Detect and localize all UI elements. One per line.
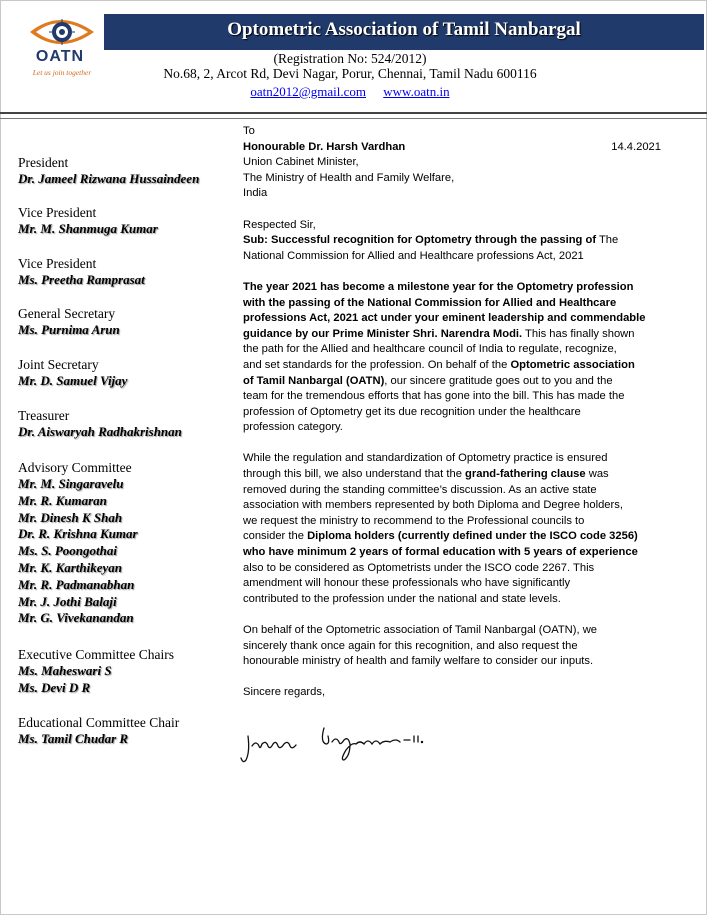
member-name: Mr. M. Shanmuga Kumar	[18, 221, 158, 236]
role-executive-committee-chairs	[18, 646, 228, 697]
subject-line: Sub: Successful recognition for Optometry through the passing of The	[243, 234, 619, 247]
member-name: Mr. G. Vivekanandan	[18, 610, 134, 626]
recipient-name: Honourable Dr. Harsh Vardhan	[243, 140, 406, 153]
contact-line	[200, 84, 500, 100]
member-name: Mr. R. Padmanabhan	[18, 576, 135, 592]
role-title: Advisory Committee	[18, 460, 132, 475]
role-title: General Secretary	[18, 306, 116, 321]
member-name: Ms. Purnima Arun	[18, 322, 120, 337]
member-name: Mr. K. Karthikeyan	[18, 559, 123, 575]
closing: Sincere regards,	[243, 686, 326, 699]
member-name: Ms. Maheswari S	[18, 663, 112, 678]
member-name: Mr. M. Singaravelu	[18, 476, 124, 491]
registration-number: (Registration No: 524/2012)	[273, 51, 427, 66]
header-divider	[0, 112, 707, 119]
recipient-line: India	[243, 187, 268, 200]
member-name: Mr. Dinesh K Shah	[18, 509, 123, 525]
role-title: Executive Committee Chairs	[18, 647, 174, 662]
role-educational-committee-chair	[18, 714, 228, 748]
member-name: Dr. Aiswaryah Radhakrishnan	[18, 424, 182, 439]
logo-tagline: Let us join together	[32, 68, 92, 77]
member-name: Ms. Devi D R	[18, 679, 91, 695]
letter-date: 14.4.2021	[611, 140, 661, 153]
oatn-logo	[22, 12, 102, 80]
member-name: Mr. D. Samuel Vijay	[18, 373, 128, 388]
role-title: President	[18, 155, 69, 170]
letter-body	[243, 124, 661, 701]
eye-logo-icon	[22, 12, 102, 52]
role-title: Joint Secretary	[18, 357, 99, 372]
to-line: To	[243, 125, 255, 137]
recipient-line: Union Cabinet Minister,	[243, 156, 359, 169]
member-name: Ms. Tamil Chudar R	[18, 731, 129, 746]
role-treasurer	[18, 407, 228, 441]
member-name: Dr. R. Krishna Kumar	[18, 526, 138, 542]
logo-text: OATN	[35, 48, 85, 65]
member-name: Ms. Preetha Ramprasat	[18, 272, 145, 287]
member-name: Ms. S. Poongothai	[18, 543, 117, 559]
organization-title: Optometric Association of Tamil Nanbargal	[227, 19, 581, 40]
paragraph-3: On behalf of the Optometric association of Tamil Nanbargal (OATN), we sincerely thank once again for this recognition, and also request the honourable ministry of health and family welfare to consider our inputs.	[243, 624, 598, 668]
role-title: Treasurer	[18, 408, 70, 423]
role-title: Vice President	[18, 256, 97, 271]
subject-line: National Commission for Allied and Healthcare professions Act, 2021	[243, 249, 584, 262]
role-advisory-committee	[18, 459, 228, 627]
role-title: Educational Committee Chair	[18, 715, 180, 730]
role-vice-president-2	[18, 255, 228, 289]
role-title: Vice President	[18, 205, 97, 220]
email-link[interactable]: oatn2012@gmail.com	[250, 84, 366, 99]
role-general-secretary	[18, 305, 228, 339]
role-vice-president-1	[18, 204, 228, 238]
paragraph-1: The year 2021 has become a milestone year for the Optometry profession with the passing of the National Commission for Allied and Healthcare professions Act, 2021 act under your eminent leadership and commendable guidance by our Prime Minister Shri. Narendra Modi. This has finally shown the path for the Allied and healthcare council of India to regulate, recognize, and set standards for the profession. On behalf of the Optometric association of Tamil Nanbargal (OATN), our sincere gratitude goes out to you and the team for the tremendous efforts that has gone into the bill. This has made the profession of Optometry get its due recognition under the healthcare profession category.	[243, 280, 646, 434]
member-name: Mr. J. Jothi Balaji	[18, 593, 117, 609]
website-link[interactable]: www.oatn.in	[383, 84, 450, 99]
role-joint-secretary	[18, 356, 228, 390]
handwritten-signature	[240, 722, 440, 768]
recipient-line: The Ministry of Health and Family Welfare,	[243, 171, 455, 184]
member-name: Mr. R. Kumaran	[18, 492, 107, 508]
organization-address: No.68, 2, Arcot Rd, Devi Nagar, Porur, Chennai, Tamil Nadu 600116	[163, 66, 537, 81]
paragraph-2: While the regulation and standardization of Optometry practice is ensured through this bill, we also understand that the grand-fathering clause was removed during the standing committee’s discussion. As an active state association with members represented by both Diploma and Degree holders, we request the ministry to recommend to the Professional councils to consider the Diploma holders (currently defined under the ISCO code 3256) who have minimum 2 years of formal education with 5 years of experience also to be considered as Optometrists under the ISCO code 2267. This amendment will honour these professionals who have significantly contributed to the profession under the national and state levels.	[243, 452, 638, 605]
role-president	[18, 154, 228, 188]
member-name: Dr. Jameel Rizwana Hussaindeen	[18, 171, 200, 186]
salutation: Respected Sir,	[243, 218, 316, 231]
header-title-bar	[104, 14, 704, 50]
